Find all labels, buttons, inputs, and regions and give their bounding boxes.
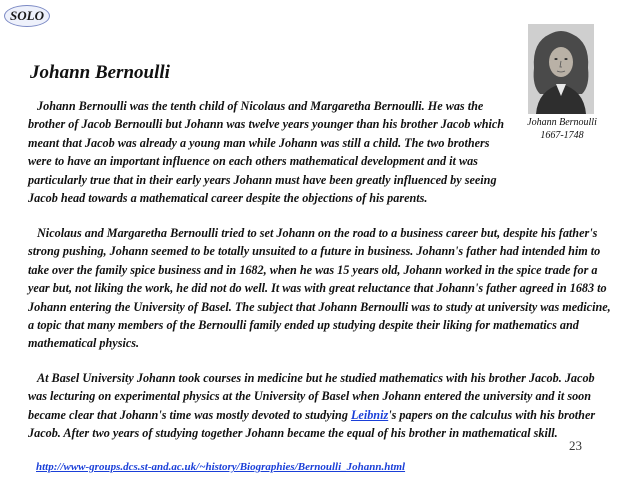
paragraph-business-career (28, 224, 612, 353)
portrait-caption (512, 116, 612, 142)
paragraph-basel-university (28, 369, 612, 443)
portrait-caption-name: Johann Bernoulli (527, 117, 597, 128)
portrait-image (528, 24, 594, 114)
paragraph-early-life (28, 97, 510, 207)
paragraph-early-life-text: Johann Bernoulli was the tenth child of Nicolaus and Margaretha Bernoulli. He was the brother of Jacob Bernoulli but Johann was twelve years younger than his brother Jacob which meant that Jacob was already a young man while Johann was still a child. The two brothers were to have an important influence on each others mathematical development and it was particularly true that in their early years Johann must have been greatly influenced by seeing Jacob head towards a mathematical career despite the objections of his parents. (28, 99, 505, 206)
leibniz-link[interactable]: Leibniz (350, 407, 389, 422)
paragraph-basel-text-before: At Basel University Johann took courses in medicine but he studied mathematics with his brother Jacob. Jacob was lecturing on experimental physics at the University of Basel when Johann entered the university and it soon became clear that Johann's time was mostly devoted to studying (28, 371, 595, 422)
paragraph-basel-text-after: 's papers on the calculus with his brother Jacob. After two years of studying together Johann became the equal of his brother in mathematical skill. (28, 407, 596, 441)
page-number: 23 (569, 438, 582, 453)
page-title: Johann Bernoulli (30, 62, 170, 83)
portrait-caption-years: 1667-1748 (540, 130, 584, 141)
source-url-link[interactable]: http://www-groups.dcs.st-and.ac.uk/~history/Biographies/Bernoulli_Johann.html (36, 461, 406, 473)
solo-badge (4, 5, 50, 27)
paragraph-business-career-text: Nicolaus and Margaretha Bernoulli tried to set Johann on the road to a business career but, despite his father's strong pushing, Johann seemed to be totally unsuited to a future in business. Johann's father had intended him to take over the family spice business and in 1682, when he was 15 years old, Johann worked in the spice trade for a year but, not liking the work, he did not do well. It was with great reluctance that Johann's father agreed in 1683 to Johann entering the University of Basel. The subject that Johann Bernoulli was to study at university was medicine, a topic that many members of the Bernoulli family ended up studying despite their liking for mathematics and mathematical physics. (28, 226, 611, 351)
solo-badge-label: SOLO (10, 8, 44, 23)
portrait-drawing (528, 24, 594, 114)
